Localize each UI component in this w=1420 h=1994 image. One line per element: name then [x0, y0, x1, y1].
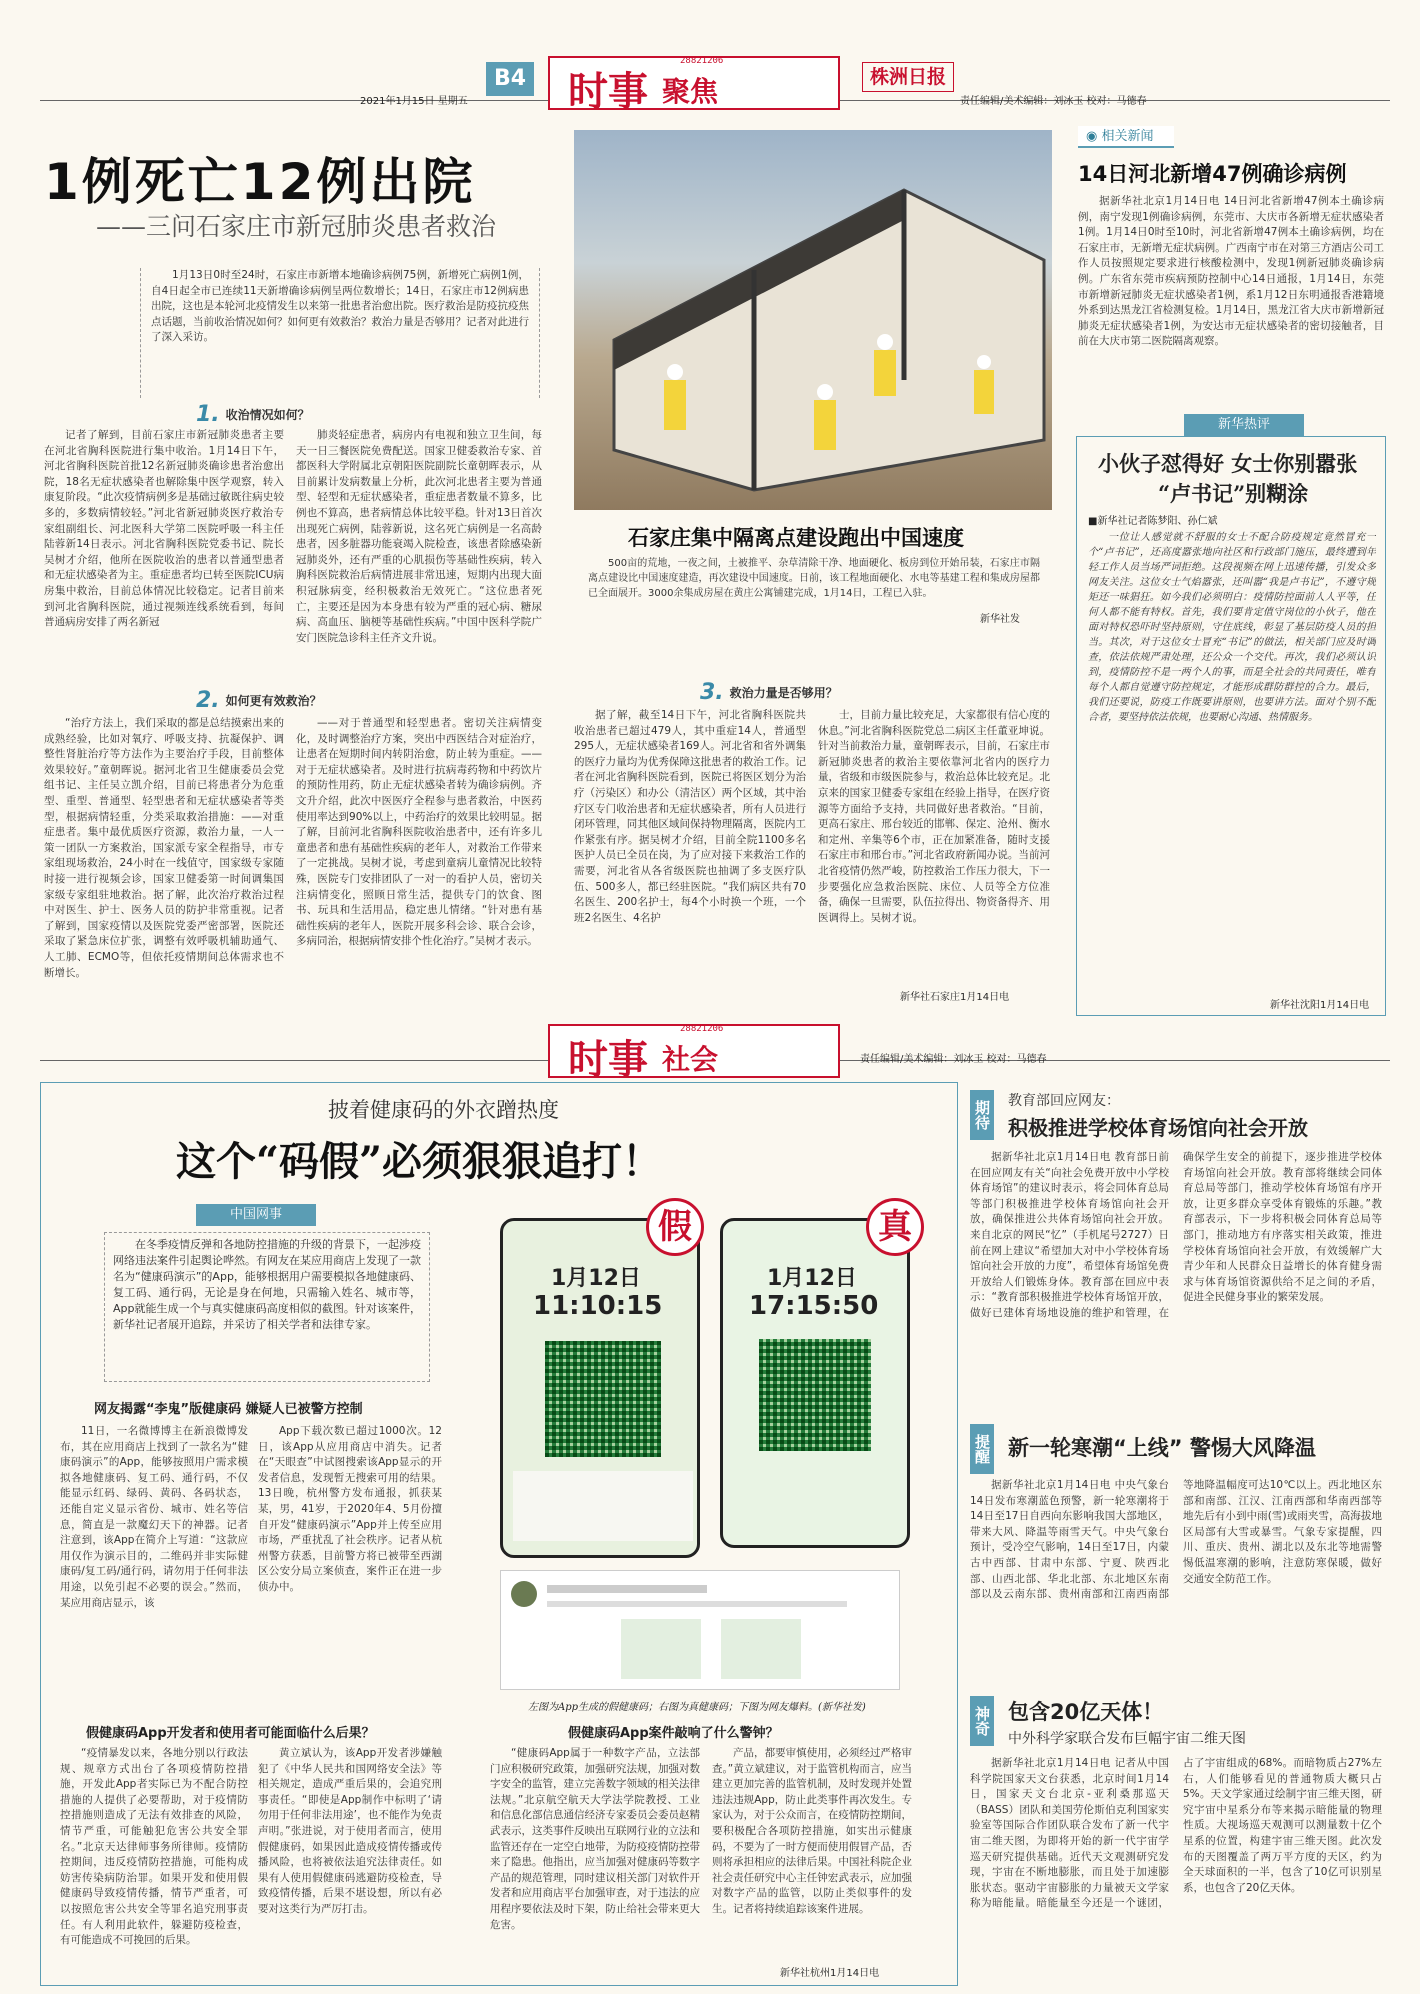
photo-caption-title: 石家庄集中隔离点建设跑出中国速度 — [628, 526, 964, 550]
story2-byline: 新华社杭州1月14日电 — [780, 1968, 880, 1979]
lead-col-5: 据了解，截至14日下午，河北省胸科医院共收治患者已超过479人，其中重症14人，普通型295人，无症状感染者169人。河北省和省外调集的医疗力量均为优秀保障这批患者的救治工作。记者在河北省胸科医院看到，医院已将医区划分为治疗（污染区）和办公（清洁区）两个区域，其中治疗区专门收治患者和无症状感染者，所有人员进行闭环管理，同其他区域间保持物理隔离，医院内工作紧张有序。据吴树才介绍，目前全院1100多名医护人员已全员在岗，为了应对接下来救治工作的需要，河北省从各省级医院也抽调了多支医疗队伍、500多人，都已经驻医院。“我们病区共有70名医生、200名护士，每4个小时换一个班，一个班2名医生、4名护 — [574, 709, 806, 924]
story2-title: 这个“码假”必须狠狠追打！ — [176, 1138, 663, 1185]
story2-col-5: “健康码App属于一种数字产品，立法部门应积极研究政策，加强研究法规，加强对数字安全的监管，建立完善数字领域的相关法律法规。”北京航空航天大学法学院教授、工业和信息化部信息通信经济专家委员会委员赵精武表示，这类事件反映出互联网行业的立法和监管还存在一定空白地带，为防疫疫情防控带来了隐患。他指出，应当加强对健康码等数字产品的规范管理，同时建议相关部门对软件开发者和应用商店平台加强审查，对于违法的应用程序要依法及时下架，防止给社会带来更大危害。 — [490, 1747, 700, 1931]
avatar — [511, 1581, 537, 1607]
masthead2-editor: 责任编辑/美术编辑：刘冰玉 校对：马德春 — [860, 1054, 1047, 1065]
lead-col-1: 记者了解到，目前石家庄市新冠肺炎患者主要在河北省胸科医院进行集中收治。1月14日下午，河北省胸科医院首批12名新冠肺炎确诊患者治愈出院，18名无症状感染者也解除集中医学观察，转入康复阶段。“此次疫情病例多是基础过敏既往病史较多的，多数病情较轻。”河北省新冠肺炎医疗救治专家组副组长、河北医科大学第二医院呼吸一科主任陆蓉新14日表示。河北省胸科医院党委书记、院长吴树才介绍，他所在医院收治的患者以普通型患者和无症状感染者为主。重症患者均已转至医院ICU病房集中救治，目前总体情况比较稳定。记者目前来到河北省胸科医院，通过视频连线系统看到，每间普通病房安排了两名新冠 — [44, 429, 284, 629]
related-title: 14日河北新增47例确诊病例 — [1078, 162, 1347, 186]
page-number-box: B4 — [486, 62, 534, 96]
related-news-label: ◉ 相关新闻 — [1078, 126, 1174, 148]
story2-h1: 网友揭露“李鬼”版健康码 嫌疑人已被警方控制 — [94, 1402, 363, 1417]
lead-intro: 1月13日0时至24时，石家庄市新增本地确诊病例75例，新增死亡病例1例，自4日起全市已连续11天新增确诊病例呈两位数增长；14日，石家庄市12例病患出院，这也是本轮河北疫情发生以来第一批患者治愈出院。医疗救治是防疫抗疫焦点话题，当前收治情况如何？如何更有效救治？救治力量是否够用？记者对此进行了深入采访。 — [140, 268, 540, 398]
q1-heading: 1. 收治情况如何？ — [196, 402, 310, 427]
q3-heading: 3. 救治力量是否够用？ — [700, 680, 838, 705]
comment-title-1: 小伙子怼得好 女士你别嚣张 — [1098, 451, 1358, 476]
side3-title: 包含20亿天体！ — [1008, 1700, 1164, 1724]
lead-col-3: “治疗方法上，我们采取的都是总结摸索出来的成熟经验，比如对氧疗、呼吸支持、抗凝保护、调整性肾脏治疗等方法作为主要治疗手段，目前整体效果较好。”童朝晖说。据河北省卫生健康委员会党组书记、主任吴立凯介绍，目前已将患者分为危重型、重型、普通型、轻型患者和无症状感染者等类型，根据病情轻重，分类采取救治措施：——对重症患者。集中最优质医疗资源，救治力量，一人一策一团队一方案救治，国家派专家全程指导，市专家组现场救治，24小时在一线值守，国家级专家随时接一进行视频会诊，国家卫健委第一时间调集国家级专家组驻地救治。据了解，此次治疗救治过程中对医生、护士、医务人员的防护非常重视。记者了解到，国家疫情以及医院党委严密部署，医院还采取了紧急床位扩张，调整有效呼吸机辅助通气、人工肺、ECMO等，但依托疫情期间总体需求也不断增长。 — [44, 717, 284, 979]
lead-subtitle: ——三问石家庄市新冠肺炎患者救治 — [96, 212, 497, 241]
lead-col-2: 肺炎轻症患者，病房内有电视和独立卫生间，每天一日三餐医院免费配送。国家卫健委救治专家、首都医科大学附属北京朝阳医院副院长童朝晖表示，从目前累计发病数量上分析，此次河北患者主要为普通型、轻型和无症状感染者，重症患者数量不算多，比例也不算高，患者病情总体比较平稳。针对13日首次出现死亡病例，陆蓉新说，这名死亡病例是一名高龄患者，因多脏器功能衰竭入院检查，该患者除感染新冠肺炎外，还有严重的心肌损伤等基础性疾病，转入胸科医院救治后病情进展非常迅速，短期内出现大面积冠脉病变，经积极救治无效死亡。“这位患者死亡，主要还是因为本身患有较为严重的冠心病、糖尿病、高血压、脑梗等基础性疾病。”中国中医科学院广安门医院急诊科主任齐文升说。 — [296, 429, 542, 644]
story2-kicker: 披着健康码的外衣蹭热度 — [328, 1098, 559, 1122]
side1-tag: 期待 — [970, 1090, 994, 1140]
fake-date: 1月12日 — [551, 1266, 641, 1291]
lead-col-4: ——对于普通型和轻型患者。密切关注病情变化，及时调整治疗方案，突出中西医结合对症治疗，让患者在短期时间内转阴治愈，防止转为重症。——对于无症状感染者。及时进行抗病毒药物和中药饮片的预防性用药，防止无症状感染者转为确诊病例。齐文升介绍，此次中医医疗全程参与患者救治，中医药使用率达到90%以上，中药治疗的效果比较明显。据了解，目前河北省胸科医院收治患者中，还有许多儿童患者和患有基础性疾病的老年人，对救治工作带来了一定挑战。吴树才说，考虑到童病儿童情况比较特殊，医院专门安排团队了一对一的看护人员，密切关注病情变化，照顾日常生活，提供专门的饮食、图书、玩具和生活用品，稳定患儿情绪。“针对患有基础性疾病的老年人，医院开展多科会诊、联合会诊，多病同治，根据病情安排个性化治疗。”吴树才表示。 — [296, 717, 542, 948]
story2-col-4: 黄立斌认为，该App开发者涉嫌触犯了《中华人民共和国网络安全法》等相关规定，造成严重后果的，会追究刑事责任。“即使是App制作中标明了‘请勿用于任何非法用途’，也不能作为免责声明。”张进说，对于使用者而言，使用假健康码，如果因此造成疫情传播或传播风险，也将被依法追究法律责任。如果有人使用假健康码逃避防疫检查，导致疫情传播，后果不堪设想，所以有必要对这类行为严厉打击。 — [258, 1747, 442, 1915]
fake-stamp: 假 — [646, 1198, 704, 1256]
chat-screenshot — [500, 1570, 900, 1690]
story2-label: 中国网事 — [196, 1204, 316, 1226]
story2-col-2: App下载次数已超过1000次。12日，该App从应用商店中消失。记者在“天眼查”中试图搜索该App显示的开发者信息，发现暂无搜索可用的结果。13日晚，杭州警方发布通报，抓获某某，男，41岁，于2020年4、5月份擅自开发“健康码演示”App并上传至应用市场，严重扰乱了社会秩序。记者从杭州警方获悉，目前警方将已被带至西湖区公安分局立案侦查，案件正在进一步侦办中。 — [258, 1425, 442, 1593]
comment-byline: 新华社沈阳1月14日电 — [1270, 1000, 1370, 1011]
side1-kicker: 教育部回应网友： — [1008, 1093, 1120, 1109]
story2-h3: 假健康码App案件敲响了什么警钟？ — [568, 1726, 779, 1741]
story2-h2: 假健康码App开发者和使用者可能面临什么后果？ — [86, 1726, 375, 1741]
side1-title: 积极推进学校体育场馆向社会开放 — [1008, 1116, 1308, 1140]
lead-title: 1例死亡12例出院 — [44, 153, 476, 211]
fake-qr-code — [545, 1341, 661, 1457]
side2-body: 据新华社北京1月14日电 中央气象台14日发布寒潮蓝色预警，新一轮寒潮将于14日至17日自西向东影响我国大部地区，带来大风、降温等雨雪天气。中央气象台预计，受冷空气影响，14日至17日，内蒙古中西部、甘肃中东部、宁夏、陕西北部、山西北部、华北北部、东北地区东南部以及云南东部、贵州南部和江南西南部等地降温幅度可达10℃以上。西北地区东部和南部、江汉、江南西部和华南西部等地先后有小到中雨(雪)或雨夹雪，高海拔地区局部有大雪或暴雪。气象专家提醒，四川、重庆、贵州、湖北以及东北等地需警惕低温寒潮的影响，注意防寒保暖，做好交通安全防范工作。 — [970, 1479, 1382, 1601]
section-header — [548, 56, 840, 115]
comment-title-2: “卢书记”别糊涂 — [1158, 481, 1309, 506]
section-subtitle-2: 社会 — [662, 1043, 719, 1076]
comment-body: 一位让人感觉就不舒服的女士不配合防疫规定竟然冒充一个“卢书记”，还高度嚣张地向社区和行政部门施压，最终遭到年轻工作人员当场严词拒绝。这段视频在网上迅速传播，引发众多网友关注。这位女士气焰嚣张，还叫嚣“我是卢书记”，不遵守规矩还一味猖狂。如今我们必须明白：疫情防控面前人人平等，任何人都不能有特权。首先，我们要肯定值守岗位的小伙子，他在面对特权恐吓时坚持原则，守住底线，彰显了基层防疫人员的担当。其次，对于这位女士冒充“书记”的做法，相关部门应及时调查，依法依规严肃处理，还公众一个交代。再次，我们必须认识到，疫情防控不是一两个人的事，而是全社会的共同责任，唯有每个人都自觉遵守防控规定，才能形成群防群控的合力。最后，我们还要说，防疫工作既要讲原则，也要讲方法。面对个别不配合者，要坚持依法依规，也要耐心沟通、热情服务。 — [1088, 532, 1376, 723]
story2-col-3: “疫情暴发以来，各地分别以行政法规、规章方式出台了各项疫情防控措施，开发此App者实际已为不配合防控措施的人提供了必要帮助，对于疫情防控措施则造成了无法有效排查的风险，情节严重，可能触犯危害公共安全罪名。”北京天达律师事务所律师。疫情防控期间，违反疫情防控措施，可能构成妨害传染病防治罪。如果开发和使用假健康码导致疫情传播，情节严重者，可以按照危害公共安全等罪名追究刑事责任。有人利用此软件，躲避防疫检查，有可能造成不可挽回的后果。 — [60, 1747, 248, 1947]
photo-caption-text: 500亩的荒地，一夜之间，土被推平、杂草清除干净、地面硬化、板房到位开始吊装，石家庄市隔离点建设比中国速度建造，再次建设中国速度。日前，该工程地面硬化、水电等基建工程和集成房屋都已全面展开。3000余集成房屋在黄庄公寓铺建完成，1月14日，工程已入驻。 — [588, 558, 1040, 599]
phone-fake — [500, 1218, 700, 1558]
story2-col-6: 产品，都要审慎使用，必须经过严格审查。”黄立斌建议，对于监管机构而言，应当建立更加完善的监管机制，及时发现并处置违法违规App，防止此类事件再次发生。专家认为，对于公众而言，在疫情防控期间，要积极配合各项防控措施，如实出示健康码，不要为了一时方便而使用假冒产品，否则将承担相应的法律后果。中国社科院企业社会责任研究中心主任钟宏武表示，应加强对数字产品的监管，以防止类似事件的发生。记者将持续追踪该案件进展。 — [712, 1747, 912, 1915]
masthead-editor: 责任编辑/美术编辑：刘冰玉 校对：马德春 — [960, 96, 1147, 107]
story2-col-1: 11日，一名微博博主在新浪微博发布，其在应用商店上找到了一款名为“健康码演示”的App，能够按照用户需求模拟各地健康码、复工码、通行码，不仅能显示红码、绿码、黄码、各码状态，还能自定义显示省份、城市、姓名等信息，简直是一款魔幻天下的神器。记者注意到，该App在简介上写道：“这款应用仅作为演示目的，二维码并非实际健康码/复工码/通行码，请勿用于任何非法用途，以免引起不必要的误会。”然而，某应用商店显示，该 — [60, 1425, 248, 1609]
side1-body: 据新华社北京1月14日电 教育部日前在回应网友有关“向社会免费开放中小学校体育场馆”的建议时表示，将会同体育总局等部门积极推进学校体育场馆向社会开放，确保推进公共体育场馆向社会开放。来自北京的网民“忆”（手机尾号2727）日前在网上建议“希望加大对中小学校体育场馆向社会开放的力度”，希望体育场馆免费开放给人们锻炼身体。教育部在回应中表示：“教育部积极推进学校体育场馆开放，做好已建体育场地设施的维护和管理，在确保学生安全的前提下，逐步推进学校体育场馆向社会开放。教育部将继续会同体育总局等部门，推动学校体育场馆有序开放，让更多群众享受体育锻炼的乐趣。”教育部表示，下一步将积极会同体育总局等部门，推动地方有序落实相关政策，推进学校体育场馆向社会开放，有效缓解广大青少年和人民群众日益增长的体育健身需求与体育场馆资源供给不足之间的矛盾，促进全民健身事业的繁荣发展。 — [970, 1151, 1382, 1319]
comment-label: 新华热评 — [1184, 414, 1304, 436]
side3-body: 据新华社北京1月14日电 记者从中国科学院国家天文台获悉，北京时间1月14日，国家天文台北京-亚利桑那巡天（BASS）团队和美国劳伦斯伯克利国家实验室等国际合作团队联合发布了新一代宇宙二维天图，为即将开始的新一代宇宙学巡天研究提供基础。近代天文观测研究发现，宇宙在不断地膨胀，而且处于加速膨胀状态。驱动宇宙膨胀的力量被天文学家称为暗能量。暗能量至今还是一个谜团，占了宇宙组成的68%。而暗物质占27%左右，人们能够看见的普通物质大概只占5%。天文学家通过绘制宇宙三维天图，研究宇宙中星系分布等来揭示暗能量的物理性质。大视场巡天观测可以测量数十亿个星系的位置，构建宇宙三维天图。此次发布的天图覆盖了两万平方度的天区，约为全天球面积的一半，包含了10亿可识别星系，也包含了20亿天体。 — [970, 1757, 1382, 1910]
lead-photo — [574, 130, 1052, 510]
section-title: 时事 — [568, 69, 648, 115]
masthead-date: 2021年1月15日 星期五 — [360, 96, 468, 107]
side3-subtitle: 中外科学家联合发布巨幅宇宙二维天图 — [1008, 1731, 1246, 1747]
hotline-number: 28821206 — [680, 56, 724, 66]
section-subtitle: 聚焦 — [662, 75, 719, 108]
real-qr-code — [759, 1339, 871, 1451]
related-body: 据新华社北京1月14日电 14日河北省新增47例本土确诊病例，南宁发现1例确诊病例，东莞市、大庆市各新增无症状感染者1例。1月14日0时至10时，河北省新增47例本土确诊病例，均在石家庄市，无新增无症状病例。广西南宁市在对第三方酒店公司工作人员按照规定要求进行核酸检测中，发现1例新冠肺炎确诊病例。广东省东莞市疾病预防控制中心14日通报，1月14日，东莞市新增新冠肺炎无症状感染者1例，系1月12日东明通报香港籍境外系到达黑龙江省检测复检。1月14日，黑龙江省大庆市新增新冠肺炎无症状感染者1例，为安达市无症状感染者的密切接触者，目前在大庆市第二医院隔离观察。 — [1078, 195, 1384, 348]
real-date: 1月12日 — [767, 1266, 857, 1291]
story2-intro: 在冬季疫情反弹和各地防控措施的升级的背景下，一起涉疫网络违法案件引起舆论哗然。有网友在某应用商店上发现了一款名为“健康码演示”的App，能够根据用户需要模拟各地健康码、复工码、通行码，无论是身在何地，只需输入姓名、城市等，App就能生成一个与真实健康码高度相似的截图。针对该案件，新华社记者展开追踪，并采访了相关学者和法律专家。 — [104, 1232, 430, 1382]
side2-tag: 提醒 — [970, 1424, 994, 1474]
side3-tag: 神奇 — [970, 1696, 994, 1746]
phone-real — [720, 1218, 910, 1548]
photo-credit: 新华社发 — [980, 614, 1020, 625]
related-icon: ◉ — [1086, 129, 1102, 144]
lead-col-6: 士，目前力量比较充足，大家都很有信心度的休息。”河北省胸科医院党总二病区主任董亚坤说。针对当前救治力量，童朝晖表示，目前，石家庄市新冠肺炎患者的救治主要依靠河北省内的医疗力量，省级和市级医院参与，救治总体比较充足。北京来的国家卫健委专家组在经验上指导，在医疗资源等方面给予支持，共同做好患者救治。“目前，更高石家庄、邢台较近的邯郸、保定、沧州、衡水和定州、辛集等6个市，正在加紧准备，随时支援石家庄市和邢台市。”河北省政府新闻办说。当前河北省疫情仍然严峻，防控救治工作压力很大，下一步要强化应急救治医院、床位、人员等全方位准备，确保一旦需要，队伍拉得出、物资备得齐、用医调得上。吴树才说。 — [818, 709, 1050, 924]
lead-byline: 新华社石家庄1月14日电 — [900, 992, 1010, 1003]
side2-title: 新一轮寒潮“上线” 警惕大风降温 — [1008, 1436, 1316, 1460]
comment-author: ■新华社记者陈梦阳、孙仁斌 — [1088, 516, 1218, 527]
q2-heading: 2. 如何更有效救治？ — [196, 688, 322, 713]
fake-time: 11:10:15 — [533, 1291, 663, 1321]
section-header-2 — [548, 1024, 840, 1083]
real-stamp: 真 — [866, 1198, 924, 1256]
section-title-2: 时事 — [568, 1037, 648, 1083]
construction-scene-graphic — [574, 130, 1052, 510]
hotline-number-2: 28821206 — [680, 1024, 724, 1034]
photo2-caption: 左图为App生成的假健康码；右图为真健康码；下图为网友爆料。(新华社发) — [528, 1702, 866, 1713]
paper-logo: 株洲日报 — [862, 62, 954, 92]
real-time: 17:15:50 — [749, 1291, 879, 1321]
